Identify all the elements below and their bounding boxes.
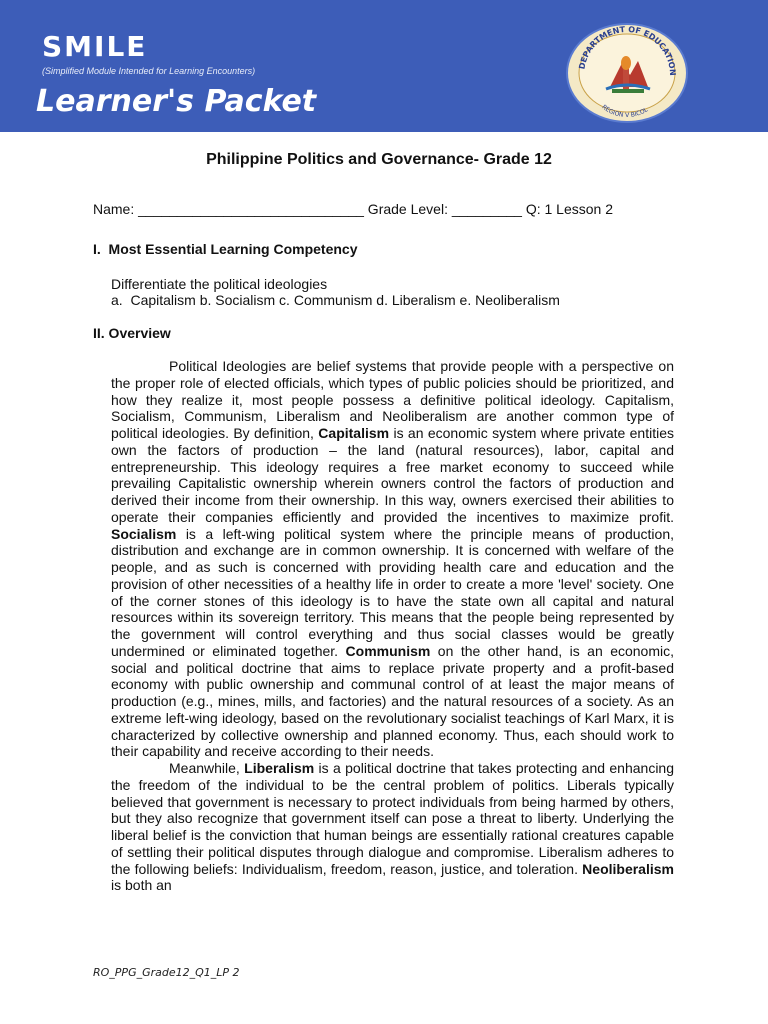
ideologies-list: a. Capitalism b. Socialism c. Communism d. Liberalism e. Neoliberalism xyxy=(111,292,560,308)
deped-seal-logo xyxy=(566,23,688,123)
term-neoliberalism: Neoliberalism xyxy=(582,860,674,877)
brand-subtitle: (Simplified Module Intended for Learning Encounters) xyxy=(42,66,256,76)
document-title: Philippine Politics and Governance- Grade 12 xyxy=(206,151,552,168)
term-capitalism: Capitalism xyxy=(318,425,390,441)
section-2-heading: II. Overview xyxy=(93,325,171,341)
name-grade-line: Name: _____________________________ Grade Level: _________ Q: 1 Lesson 2 xyxy=(93,201,613,217)
term-liberalism: Liberalism xyxy=(244,760,315,776)
section-1-heading: I. Most Essential Learning Competency xyxy=(93,241,358,257)
overview-body xyxy=(111,358,674,894)
term-socialism: Socialism xyxy=(111,525,177,542)
svg-text:DEPARTMENT OF EDUCATION: DEPARTMENT OF EDUCATION xyxy=(577,24,678,76)
overview-paragraph-2: Meanwhile, Liberalism is a political doctrine that takes protecting and enhancing the freedom of the individual to be the central problem of politics. Liberals typically believed that government is necessary to protect individuals from being harmed by others, but they also recognize that government itself can pose a threat to liberty. Underlying the liberal belief is the conviction that human beings are essentially rational creatures capable of settling their political disputes through dialogue and compromise. Liberalism adheres to the following beliefs: Individualism, freedom, reason, justice, and toleration. Neoliberalism is both an xyxy=(111,760,675,894)
competency-text: Differentiate the political ideologies xyxy=(111,276,328,292)
header-banner xyxy=(0,0,768,132)
svg-text:REGION V BICOL: REGION V BICOL xyxy=(600,103,650,120)
page-footer: RO_PPG_Grade12_Q1_LP 2 xyxy=(93,966,240,979)
brand-title: SMILE xyxy=(42,30,148,63)
term-communism: Communism xyxy=(345,642,431,659)
overview-paragraph-1: Political Ideologies are belief systems that provide people with a perspective on the proper role of elected officials, which types of public policies should be prioritized, and how they realize it, most people possess a definitive political ideology. Capitalism, Socialism, Communism, Liberalism and Neoliberalism are another common type of political ideologies. By definition, Capitalism is an economic system where private entities own the factors of production – the land (natural resources), labor, capital and entrepreneurship. This ideology requires a free market economy to succeed while prevailing Capitalistic ownership wherein owners control the factors of production and derived their income from their ownership. In this way, owners exercised their abilities to operate their companies efficiently and provided the incentives to maximize profit. Socialism is a left-wing political system where the principle means of production, distribution and exchange are in common ownership. It is concerned with welfare of the people, and as such is concerned with providing health care and education and the provision of other necessities of a healthy life in order to create a more 'level' society. One of the corner stones of this ideology is to have the state own all capital and natural resources within its sovereign territory. This means that the people being represented by the government will control everything and thus social classes would be greatly undermined or eliminated together. Communism on the other hand, is an economic, social and political doctrine that aims to replace private property and a profit-based economy with public ownership and communal control of at least the major means of production (e.g., mines, mills, and factories) and the natural resources of a society. As an extreme left-wing ideology, based on the revolutionary socialist teachings of Karl Marx, it is characterized by collective ownership and planned economy. Thus, each should work to their capability and receive according to their needs. xyxy=(111,358,675,760)
packet-title: Learner's Packet xyxy=(36,84,317,119)
